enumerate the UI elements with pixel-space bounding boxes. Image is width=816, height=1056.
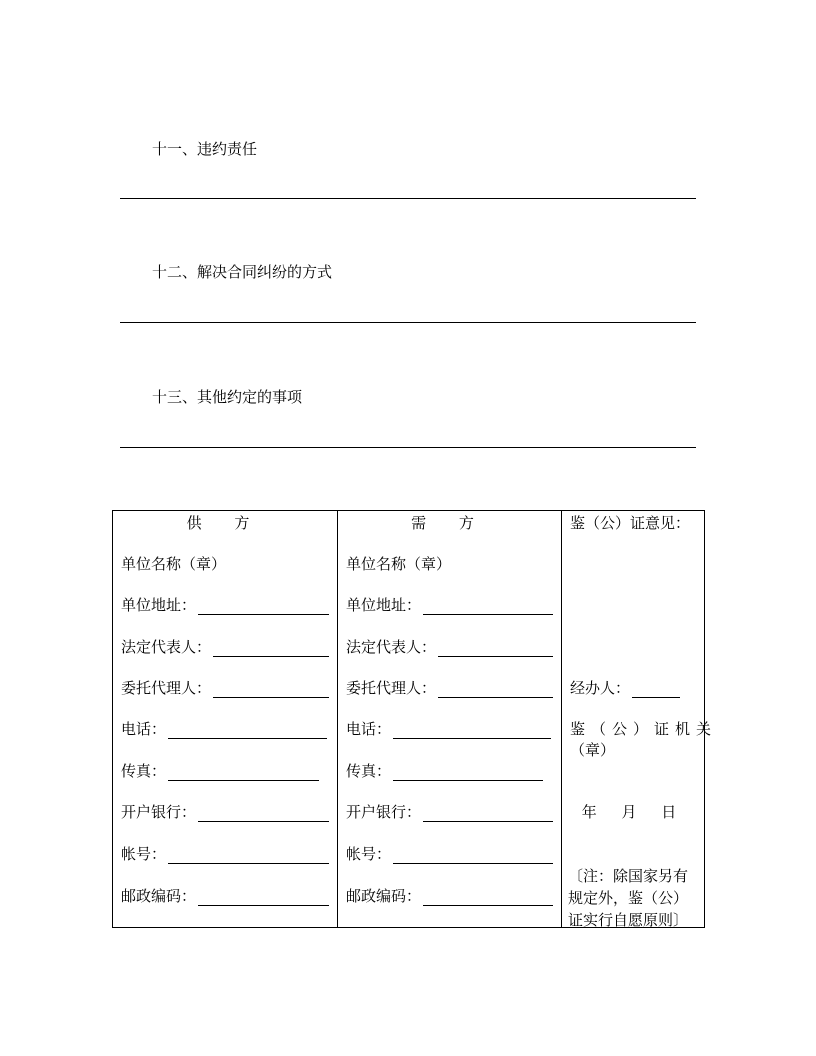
supplier-fax-field[interactable]: 传真： (121, 761, 329, 781)
notary-authority-label: 鉴（公）证机关 (570, 720, 718, 738)
section-title-dispute: 十二、解决合同纠纷的方式 (152, 263, 333, 281)
notary-note: 〔注：除国家另有规定外，鉴（公）证实行自愿原则〕 (568, 867, 689, 929)
buyer-bank-field[interactable]: 开户银行： (346, 802, 553, 822)
section-title-breach: 十一、违约责任 (152, 140, 258, 158)
buyer-legal-rep-field[interactable]: 法定代表人： (346, 637, 553, 657)
buyer-column (338, 511, 562, 928)
supplier-address-field[interactable]: 单位地址： (121, 595, 329, 615)
supplier-phone-field[interactable]: 电话： (121, 719, 329, 739)
buyer-header: 需 方 (411, 514, 488, 532)
notary-column (562, 511, 718, 929)
buyer-fax-field[interactable]: 传真： (346, 761, 553, 781)
buyer-agent-field[interactable]: 委托代理人： (346, 678, 553, 698)
blank-line-other[interactable] (120, 447, 696, 448)
buyer-address-field[interactable]: 单位地址： (346, 595, 553, 615)
blank-line-breach[interactable] (120, 198, 696, 199)
signature-table (112, 510, 718, 929)
notary-opinion-label: 鉴（公）证意见： (570, 514, 691, 532)
blank-line-dispute[interactable] (120, 322, 696, 323)
buyer-account-field[interactable]: 帐号： (346, 844, 553, 864)
notary-seal-label: （章） (570, 741, 616, 759)
section-title-other: 十三、其他约定的事项 (152, 388, 303, 406)
supplier-account-field[interactable]: 帐号： (121, 844, 329, 864)
buyer-phone-field[interactable]: 电话： (346, 719, 553, 739)
notary-date-label: 年 月 日 (581, 803, 687, 821)
supplier-postcode-field[interactable]: 邮政编码： (121, 886, 329, 906)
supplier-unit-name: 单位名称（章） (121, 555, 227, 573)
buyer-unit-name: 单位名称（章） (346, 555, 452, 573)
notary-handler-field[interactable]: 经办人： (570, 678, 698, 698)
supplier-legal-rep-field[interactable]: 法定代表人： (121, 637, 329, 657)
supplier-bank-field[interactable]: 开户银行： (121, 802, 329, 822)
supplier-agent-field[interactable]: 委托代理人： (121, 678, 329, 698)
buyer-postcode-field[interactable]: 邮政编码： (346, 886, 553, 906)
supplier-column (113, 511, 338, 928)
supplier-header: 供 方 (186, 514, 264, 532)
